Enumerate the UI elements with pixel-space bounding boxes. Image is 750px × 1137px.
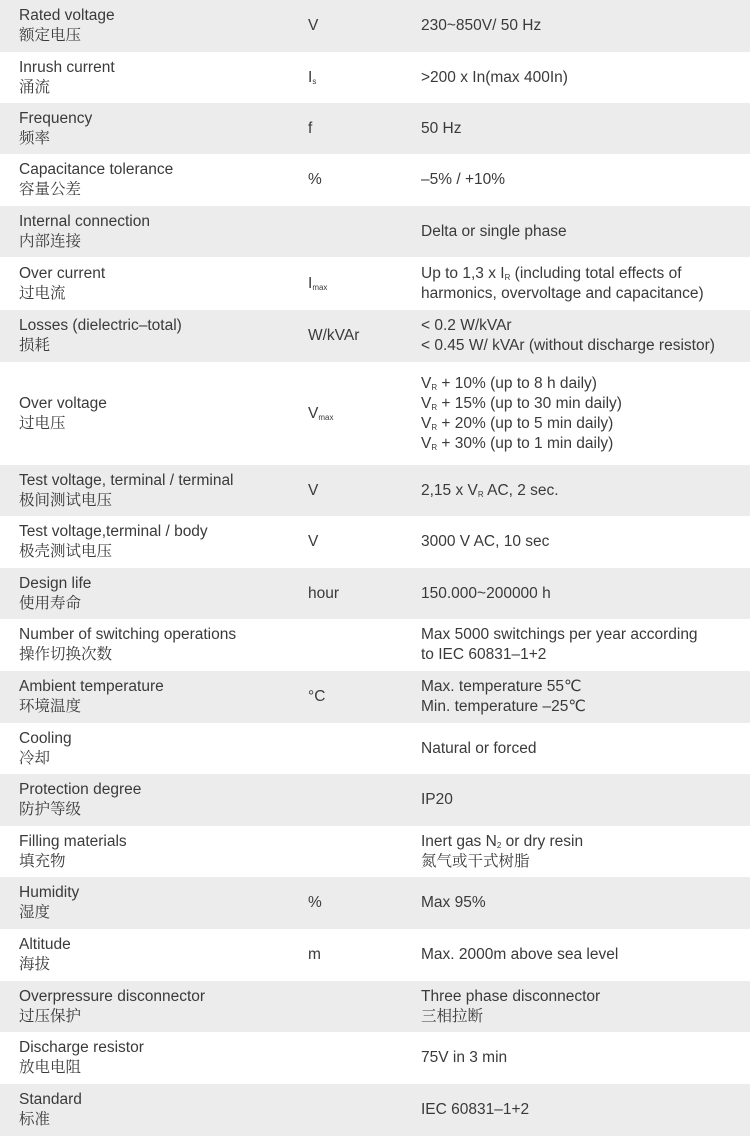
value-line: Min. temperature –25℃ bbox=[421, 698, 586, 715]
value bbox=[402, 119, 750, 139]
value bbox=[402, 481, 750, 501]
table-row bbox=[0, 619, 750, 671]
parameter-name bbox=[0, 677, 289, 717]
value-line: 150.000~200000 h bbox=[421, 584, 551, 602]
value-line: 氮气或干式树脂 bbox=[421, 852, 530, 870]
unit bbox=[289, 893, 402, 913]
value bbox=[402, 739, 750, 759]
value-line: Three phase disconnector bbox=[421, 987, 601, 1005]
parameter-name-zh: 容量公差 bbox=[19, 181, 82, 198]
parameter-name bbox=[0, 212, 289, 252]
parameter-name-en: Test voltage, terminal / terminal bbox=[19, 471, 234, 489]
value-line: Max 95% bbox=[421, 894, 486, 911]
unit bbox=[289, 326, 402, 346]
value bbox=[402, 222, 750, 242]
parameter-name bbox=[0, 264, 289, 304]
unit bbox=[289, 274, 402, 294]
table-row bbox=[0, 1032, 750, 1084]
value-line: to IEC 60831–1+2 bbox=[421, 646, 547, 663]
table-row bbox=[0, 0, 750, 52]
unit-symbol: V bbox=[308, 404, 319, 422]
parameter-name-en: Test voltage,terminal / body bbox=[19, 523, 208, 540]
value-line: $V_R + 10\%$ (up to 8 h daily) bbox=[421, 374, 597, 392]
parameter-name-en: Capacitance tolerance bbox=[19, 161, 174, 178]
value-line: $V_R + 20\%$ (up to 5 min daily) bbox=[421, 414, 614, 432]
unit-subscript: s bbox=[312, 76, 317, 86]
value-line: IP20 bbox=[421, 791, 453, 808]
value-line: IEC 60831–1+2 bbox=[421, 1101, 530, 1118]
parameter-name-en: Number of switching operations bbox=[19, 626, 237, 643]
parameter-name-en: Losses (dielectric–total) bbox=[19, 317, 182, 334]
value-line: 2,15 x $V_R$ AC, 2 sec. bbox=[421, 481, 559, 499]
unit-symbol: % bbox=[308, 171, 322, 188]
parameter-name bbox=[0, 1038, 289, 1078]
parameter-name-en: Cooling bbox=[19, 729, 72, 747]
value bbox=[402, 16, 750, 36]
parameter-name-en: Altitude bbox=[19, 936, 71, 953]
table-row bbox=[0, 929, 750, 981]
parameter-name-en: Design life bbox=[19, 574, 92, 592]
value-line: –5% / +10% bbox=[421, 171, 506, 188]
value bbox=[402, 945, 750, 965]
table-row bbox=[0, 877, 750, 929]
parameter-name bbox=[0, 832, 289, 872]
unit-symbol: W/kVAr bbox=[308, 327, 360, 344]
value bbox=[402, 1100, 750, 1120]
unit-symbol: I bbox=[308, 274, 313, 292]
parameter-name bbox=[0, 522, 289, 562]
parameter-name-zh: 极壳测试电压 bbox=[19, 543, 113, 560]
table-row bbox=[0, 310, 750, 362]
table-row bbox=[0, 981, 750, 1032]
value-line: 3000 V AC, 10 sec bbox=[421, 533, 550, 550]
unit bbox=[289, 119, 402, 139]
value-line: Max. 2000m above sea level bbox=[421, 946, 619, 963]
table-row bbox=[0, 52, 750, 103]
value bbox=[402, 316, 750, 356]
parameter-name bbox=[0, 6, 289, 46]
table-row bbox=[0, 362, 750, 465]
value bbox=[402, 677, 750, 717]
parameter-name-zh: 冷却 bbox=[19, 749, 51, 767]
parameter-name-zh: 使用寿命 bbox=[19, 594, 82, 612]
unit bbox=[289, 584, 402, 604]
unit bbox=[289, 532, 402, 552]
parameter-name-en: Overpressure disconnector bbox=[19, 987, 206, 1005]
unit bbox=[289, 68, 402, 88]
value bbox=[402, 987, 750, 1027]
value-line: Inert gas $N_2$ or dry resin bbox=[421, 832, 584, 850]
table-row bbox=[0, 826, 750, 877]
value-line: < 0.45 W/ kVAr (without discharge resistor) bbox=[421, 337, 715, 354]
value bbox=[402, 170, 750, 190]
parameter-name-zh: 海拔 bbox=[19, 956, 51, 973]
parameter-name-zh: 额定电压 bbox=[19, 27, 82, 44]
value-line: 230~850V/ 50 Hz bbox=[421, 17, 542, 34]
unit-symbol: V bbox=[308, 533, 319, 550]
unit-symbol: I bbox=[308, 68, 313, 86]
unit-symbol: V bbox=[308, 17, 319, 34]
table-row bbox=[0, 1084, 750, 1136]
table-row bbox=[0, 723, 750, 774]
unit-symbol: °C bbox=[308, 688, 326, 705]
value-line: >200 x In(max 400In) bbox=[421, 68, 568, 86]
value-line: Max 5000 switchings per year according bbox=[421, 626, 698, 643]
parameter-name-en: Standard bbox=[19, 1091, 82, 1108]
table-row bbox=[0, 774, 750, 826]
unit bbox=[289, 404, 402, 424]
table-row bbox=[0, 568, 750, 619]
parameter-name bbox=[0, 394, 289, 434]
parameter-name-en: Over voltage bbox=[19, 394, 107, 412]
value-line: < 0.2 W/kVAr bbox=[421, 317, 512, 334]
parameter-name-zh: 损耗 bbox=[19, 337, 51, 354]
value-line: 三相拉断 bbox=[421, 1007, 484, 1025]
value bbox=[402, 790, 750, 810]
parameter-name bbox=[0, 58, 289, 98]
parameter-name-en: Rated voltage bbox=[19, 7, 115, 24]
parameter-name-zh: 频率 bbox=[19, 129, 51, 147]
value-line: Max. temperature 55℃ bbox=[421, 678, 582, 695]
value bbox=[402, 532, 750, 552]
parameter-name-zh: 极间测试电压 bbox=[19, 491, 113, 509]
table-row bbox=[0, 516, 750, 568]
table-row bbox=[0, 257, 750, 310]
parameter-name-en: Inrush current bbox=[19, 58, 115, 76]
unit bbox=[289, 687, 402, 707]
value-line: Natural or forced bbox=[421, 739, 537, 757]
unit-symbol: m bbox=[308, 946, 321, 963]
parameter-name-zh: 湿度 bbox=[19, 904, 51, 921]
value-line: 75V in 3 min bbox=[421, 1049, 508, 1066]
parameter-name bbox=[0, 109, 289, 149]
unit-symbol: f bbox=[308, 119, 313, 137]
parameter-name bbox=[0, 987, 289, 1027]
value-line: harmonics, overvoltage and capacitance) bbox=[421, 284, 704, 302]
unit-symbol: % bbox=[308, 894, 322, 911]
parameter-name-en: Internal connection bbox=[19, 212, 150, 230]
table-row bbox=[0, 206, 750, 257]
parameter-name-zh: 过电流 bbox=[19, 284, 66, 302]
parameter-name bbox=[0, 471, 289, 511]
parameter-name-en: Filling materials bbox=[19, 832, 127, 850]
parameter-name bbox=[0, 316, 289, 356]
parameter-name bbox=[0, 780, 289, 820]
parameter-name-zh: 放电电阻 bbox=[19, 1059, 82, 1076]
value bbox=[402, 893, 750, 913]
unit-symbol: hour bbox=[308, 584, 340, 602]
unit bbox=[289, 945, 402, 965]
value bbox=[402, 832, 750, 872]
parameter-name-en: Protection degree bbox=[19, 781, 142, 798]
value bbox=[402, 1048, 750, 1068]
value bbox=[402, 374, 750, 454]
value bbox=[402, 68, 750, 88]
table-row bbox=[0, 103, 750, 154]
table-row bbox=[0, 154, 750, 206]
unit-symbol: V bbox=[308, 481, 319, 499]
parameter-name-zh: 内部连接 bbox=[19, 232, 82, 250]
value bbox=[402, 264, 750, 304]
value bbox=[402, 584, 750, 604]
parameter-name-zh: 填充物 bbox=[19, 852, 66, 870]
parameter-name-zh: 过电压 bbox=[19, 414, 66, 432]
unit bbox=[289, 170, 402, 190]
parameter-name bbox=[0, 160, 289, 200]
parameter-name-zh: 涌流 bbox=[19, 78, 51, 96]
table-row bbox=[0, 465, 750, 516]
parameter-name-zh: 操作切换次数 bbox=[19, 646, 113, 663]
value-line: Delta or single phase bbox=[421, 222, 567, 240]
parameter-name-zh: 环境温度 bbox=[19, 698, 82, 715]
parameter-name bbox=[0, 1090, 289, 1130]
unit bbox=[289, 16, 402, 36]
parameter-name-en: Frequency bbox=[19, 109, 93, 127]
value-line: 50 Hz bbox=[421, 119, 462, 137]
table-row bbox=[0, 671, 750, 723]
parameter-name-zh: 过压保护 bbox=[19, 1007, 82, 1025]
unit-subscript: max bbox=[312, 282, 328, 292]
parameter-name bbox=[0, 883, 289, 923]
parameter-name bbox=[0, 574, 289, 614]
unit bbox=[289, 481, 402, 501]
parameter-name-en: Discharge resistor bbox=[19, 1039, 144, 1056]
parameter-name-en: Humidity bbox=[19, 884, 80, 901]
parameter-name-zh: 防护等级 bbox=[19, 801, 82, 818]
parameter-name bbox=[0, 625, 289, 665]
parameter-name-zh: 标准 bbox=[19, 1111, 51, 1128]
parameter-name-en: Over current bbox=[19, 264, 106, 282]
value-line: $V_R + 15\%$ (up to 30 min daily) bbox=[421, 394, 622, 412]
parameter-name bbox=[0, 729, 289, 769]
parameter-name bbox=[0, 935, 289, 975]
value-line: Up to 1,3 x $I_R$ (including total effects of bbox=[421, 264, 682, 282]
parameter-name-en: Ambient temperature bbox=[19, 678, 164, 695]
value-line: $V_R + 30\%$ (up to 1 min daily) bbox=[421, 434, 614, 452]
unit-subscript: max bbox=[318, 412, 334, 422]
value bbox=[402, 625, 750, 665]
